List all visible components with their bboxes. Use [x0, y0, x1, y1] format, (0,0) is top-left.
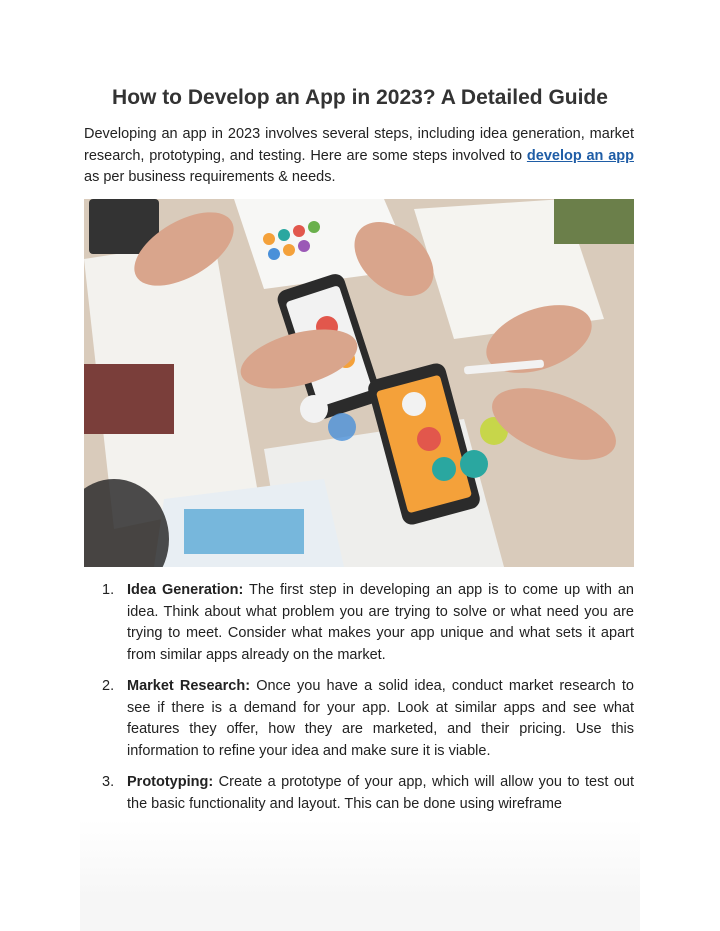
step-number: 2. — [102, 678, 115, 694]
step-number: 3. — [102, 774, 115, 790]
step-heading: Prototyping: — [127, 774, 214, 790]
step-text: The first step in developing an app is to come up with an idea. Think about what problem you are trying to solve or what need you are trying to meet. Consider what makes your app unique and what sets it apart from similar apps already on the market. — [127, 582, 634, 663]
step-text: Create a prototype of your app, which will allow you to test out the basic functionality and layout. This can be done using wireframe — [127, 774, 635, 812]
sleeve — [84, 364, 174, 434]
article-title: How to Develop an App in 2023? A Detailed Guide — [112, 86, 608, 109]
list-item — [84, 772, 634, 815]
develop-app-link[interactable]: develop an app — [526, 147, 634, 164]
intro-text-end: as per business requirements & needs. — [84, 169, 336, 185]
intro-text: Developing an app in 2023 involves several steps, including idea generation, market research, prototyping, and testing. Here are some steps involved to — [84, 126, 634, 164]
intro-paragraph — [84, 124, 634, 189]
step-text: Once you have a solid idea, conduct market research to see if there is a demand for your app. Look at similar apps and see what features they offer, how they are marketed, and their pricing. Use this information to refine your idea and make sure it is viable. — [127, 678, 634, 759]
hero-image — [84, 199, 634, 567]
page-bottom-shade — [80, 820, 640, 931]
hero-illustration — [84, 199, 634, 567]
step-heading: Market Research: — [127, 678, 251, 694]
steps-list — [84, 580, 634, 825]
step-number: 1. — [102, 582, 115, 598]
list-item — [84, 676, 634, 762]
step-heading: Idea Generation: — [127, 582, 244, 598]
list-item — [84, 580, 634, 666]
sleeve-top-right — [554, 199, 634, 244]
